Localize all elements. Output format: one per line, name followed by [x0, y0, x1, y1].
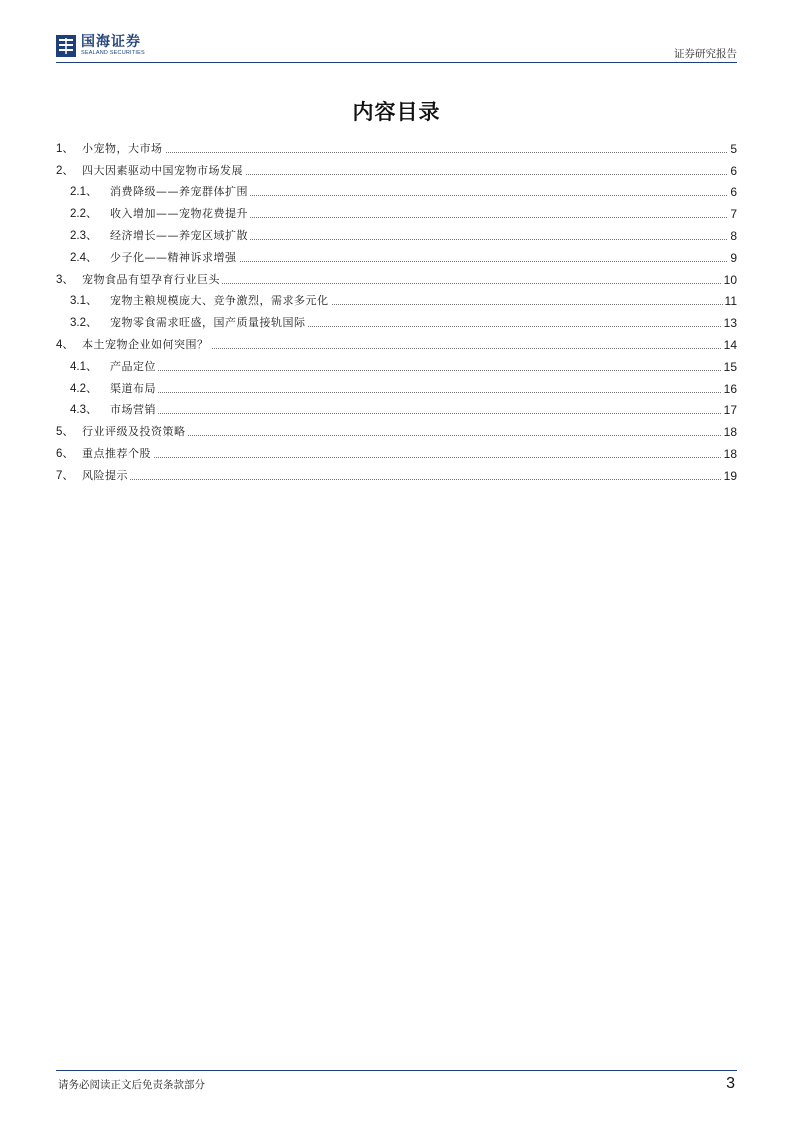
toc-entry[interactable]: [56, 240, 737, 265]
toc-entry[interactable]: [56, 305, 737, 331]
toc-entry-page: 13: [723, 316, 737, 331]
page-number: 3: [726, 1075, 735, 1092]
toc-entry-title: 四大因素驱动中国宠物市场发展: [82, 163, 243, 177]
logo-text-cn: 国海证券: [81, 34, 141, 50]
toc-entry-title: 少子化——精神诉求增强: [110, 250, 237, 264]
toc-entry-title: 产品定位: [110, 359, 156, 373]
toc-entry-number: 2.2、: [56, 207, 110, 221]
toc-entry-number: 4.3、: [56, 403, 110, 417]
toc-entry-page: 14: [723, 337, 737, 352]
page-title: 内容目录: [352, 100, 441, 124]
toc-entry[interactable]: [56, 414, 737, 440]
toc-entry[interactable]: [56, 175, 737, 200]
toc-entry-title: 宠物零食需求旺盛，国产质量接轨国际: [110, 316, 306, 330]
toc-entry-number: 7、: [56, 469, 82, 483]
toc-entry-number: 2.4、: [56, 251, 110, 265]
toc-entry-number: 2、: [56, 164, 82, 178]
toc-entry[interactable]: [56, 284, 737, 309]
toc-entry-number: 4、: [56, 338, 82, 352]
toc-entry-page: 19: [723, 468, 737, 483]
toc-entry[interactable]: [56, 393, 737, 418]
toc-entry-title: 本土宠物企业如何突围？: [82, 337, 209, 351]
disclaimer-note: 请务必阅读正文后免责条款部分: [58, 1079, 205, 1091]
toc-entry-page: 9: [730, 250, 737, 265]
toc-entry[interactable]: [56, 262, 737, 287]
toc-entry-page: 7: [730, 207, 737, 222]
toc-entry-title: 市场营销: [110, 403, 156, 417]
toc-entry-number: 4.1、: [56, 360, 110, 374]
toc-entry-page: 6: [730, 163, 737, 178]
toc-entry-number: 3.2、: [56, 316, 110, 330]
toc-entry-number: 2.3、: [56, 229, 110, 243]
toc-entry-page: 16: [723, 381, 737, 396]
toc-entry-page: 15: [723, 359, 737, 374]
table-of-contents: [56, 131, 737, 483]
toc-entry-page: 18: [723, 446, 737, 461]
toc-entry[interactable]: [56, 131, 737, 156]
report-type-label: 证券研究报告: [674, 48, 737, 60]
toc-entry-page: 10: [723, 272, 737, 287]
toc-entry-title: 风险提示: [82, 468, 128, 482]
toc-entry-title: 行业评级及投资策略: [82, 425, 186, 439]
toc-entry[interactable]: [56, 436, 737, 461]
page-header: [56, 34, 737, 63]
toc-entry[interactable]: [56, 196, 737, 222]
toc-entry-title: 渠道布局: [110, 381, 156, 395]
toc-entry-number: 3、: [56, 273, 82, 287]
page-footer: [56, 1070, 737, 1101]
toc-entry-number: 1、: [56, 142, 82, 156]
toc-entry[interactable]: [56, 371, 737, 396]
toc-entry-title: 宠物食品有望孕育行业巨头: [82, 272, 220, 286]
toc-entry-page: 18: [723, 425, 737, 440]
toc-entry[interactable]: [56, 327, 737, 352]
toc-entry-page: 17: [723, 403, 737, 418]
toc-entry-number: 6、: [56, 447, 82, 461]
toc-entry-title: 经济增长——养宠区域扩散: [110, 228, 248, 242]
sealand-logo-icon: [56, 35, 76, 57]
toc-entry-number: 4.2、: [56, 382, 110, 396]
toc-entry-number: 5、: [56, 425, 82, 439]
toc-entry[interactable]: [56, 458, 737, 483]
toc-entry-number: 2.1、: [56, 185, 110, 199]
toc-entry[interactable]: [56, 153, 737, 178]
toc-entry-title: 宠物主粮规模庞大、竞争激烈，需求多元化: [110, 294, 329, 308]
toc-entry-title: 收入增加——宠物花费提升: [110, 207, 248, 221]
toc-entry-number: 3.1、: [56, 294, 110, 308]
toc-entry[interactable]: [56, 218, 737, 243]
logo-text-en: SEALAND SECURITIES: [81, 50, 145, 56]
toc-entry-page: 8: [730, 228, 737, 243]
toc-entry[interactable]: [56, 349, 737, 374]
toc-entry-title: 小宠物，大市场: [82, 141, 163, 155]
toc-entry-page: 5: [730, 141, 737, 156]
toc-entry-page: 6: [730, 185, 737, 200]
toc-entry-page: 11: [724, 294, 737, 309]
toc-entry-title: 消费降级——养宠群体扩围: [110, 185, 248, 199]
company-logo: [56, 35, 145, 57]
toc-entry-title: 重点推荐个股: [82, 446, 151, 460]
